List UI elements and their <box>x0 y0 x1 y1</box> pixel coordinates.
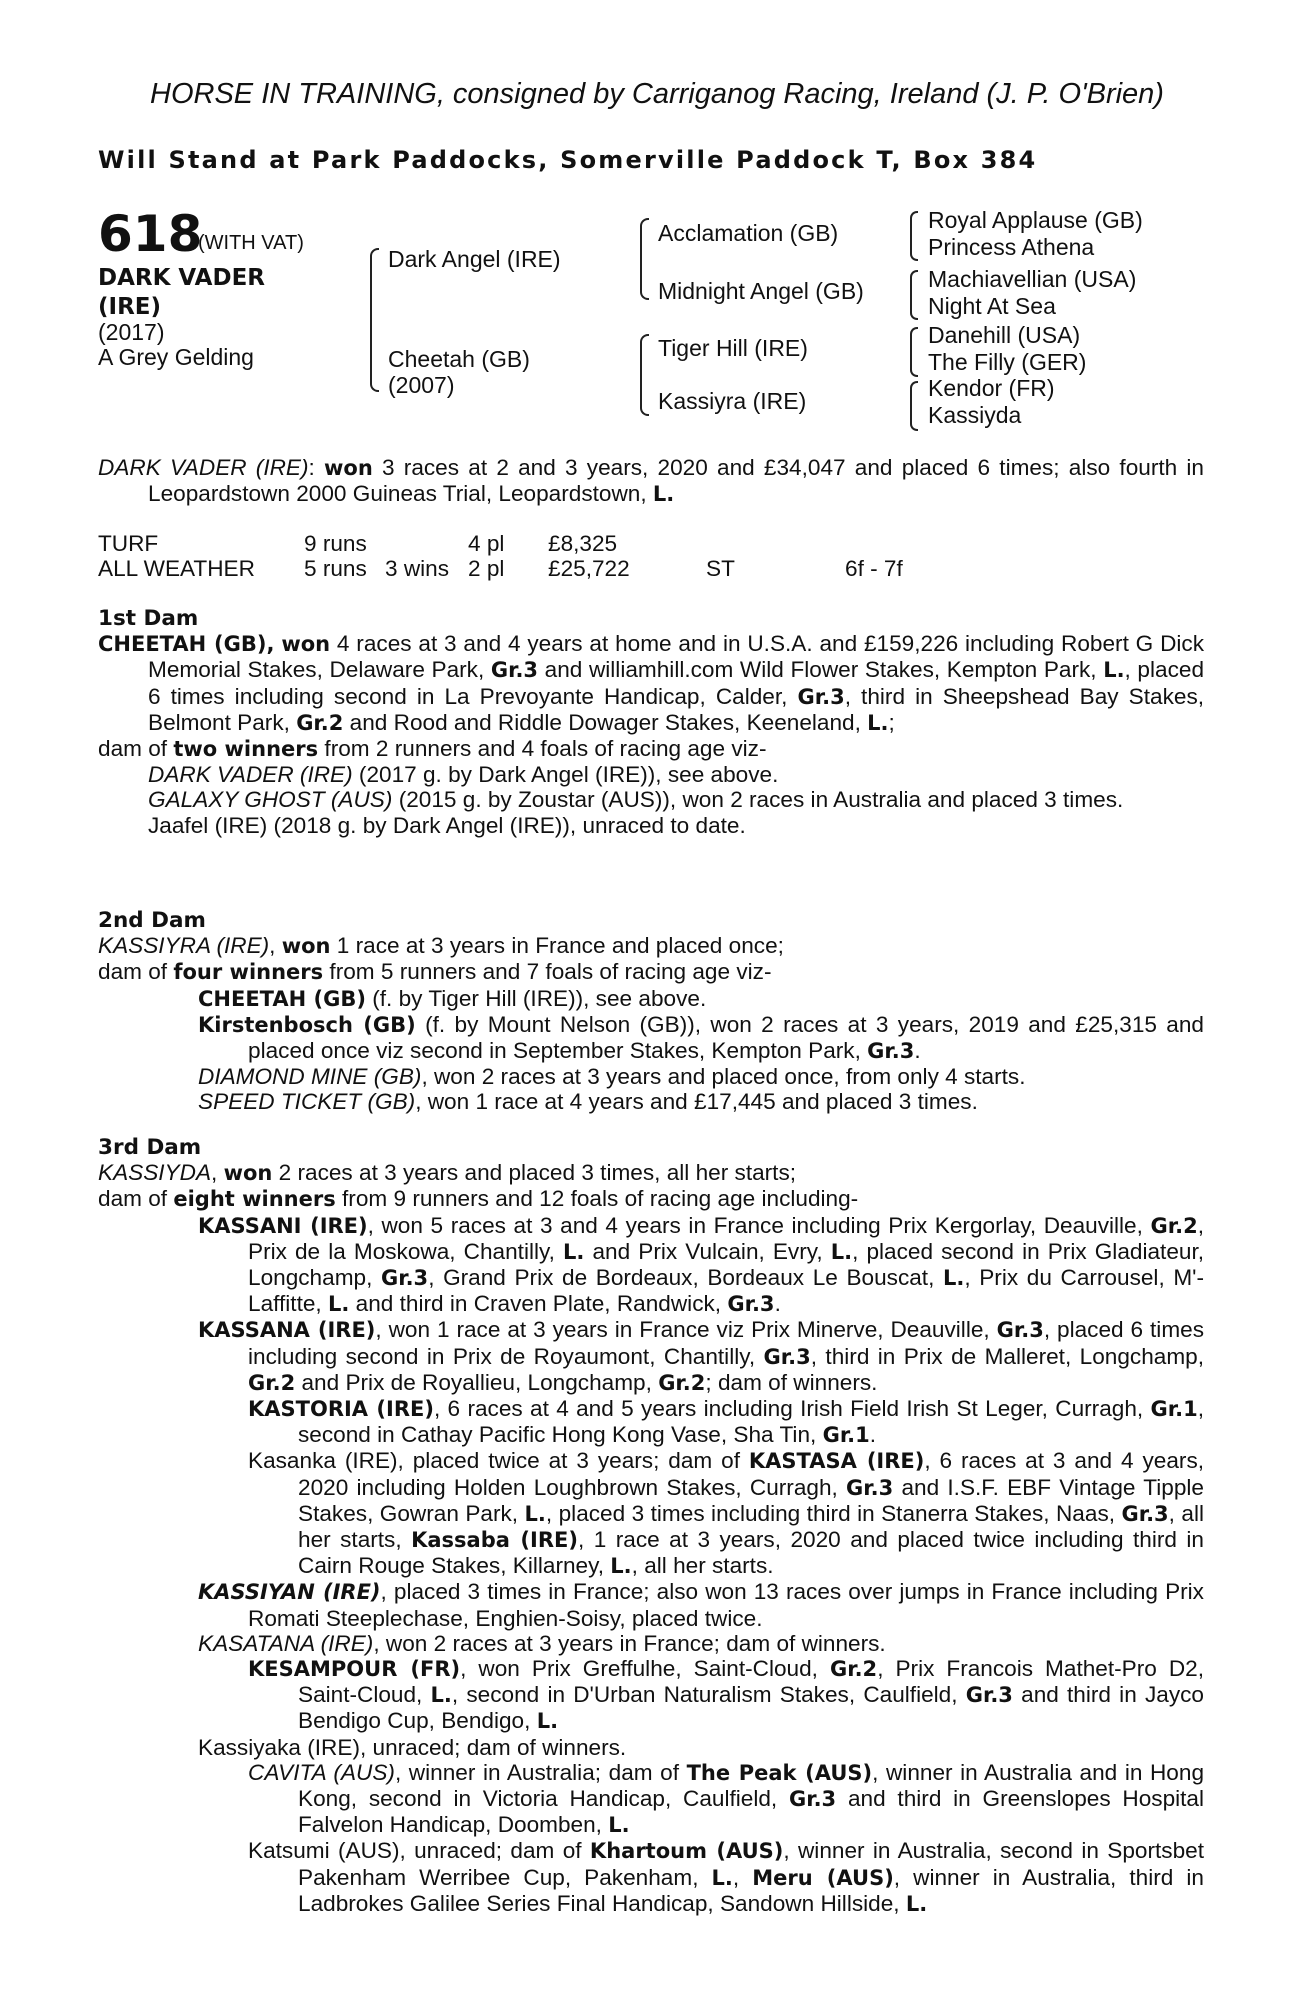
aw-wins: 3 wins <box>385 556 450 581</box>
sire-dam: Midnight Angel (GB) <box>658 278 864 304</box>
progeny-kassana: KASSANA (IRE), won 1 race at 3 years in France viz Prix Minerve, Deauville, Gr.3, placed 6 times including second in Prix de Royaumont, Chantilly, Gr.3, third in Prix de Malleret, Longchamp, Gr.2 and Prix de Royallieu, Longchamp, Gr.2; dam of winners. <box>198 1317 1205 1395</box>
progeny-kasatana: KASATANA (IRE), won 2 races at 3 years in France; dam of winners. <box>198 1630 886 1656</box>
aw-surface: ST <box>706 556 735 581</box>
second-dam-heading: 2nd Dam <box>98 908 206 933</box>
pedigree-brace-g1 <box>910 211 918 261</box>
progeny-kasanka: Kasanka (IRE), placed twice at 3 years; dam of KASTASA (IRE), 6 races at 3 and 4 years, 2020 including Holden Loughbrown Stakes, Curragh, Gr.3 and I.S.F. EBF Vintage Tipple Stakes, Gowran Park, L., placed 3 times including third in Stanerra Stakes, Naas, Gr.3, all her starts, Kassaba (IRE), 1 race at 3 years, 2020 and placed twice including third in Cairn Rouge Stakes, Killarney, L., all her starts. <box>248 1448 1205 1579</box>
second-dam-progeny-2: Kirstenbosch (GB) (f. by Mount Nelson (GB)), won 2 races at 3 years, 2019 and £25,315 and placed once viz second in September Stakes, Kempton Park, Gr.3. <box>198 1011 1204 1064</box>
gen3-4: Night At Sea <box>928 293 1056 319</box>
progeny-kastoria: KASTORIA (IRE), 6 races at 4 and 5 years including Irish Field Irish St Leger, Curragh, Gr.1, second in Cathay Pacific Hong Kong Vase, Sha Tin, Gr.1. <box>248 1396 1205 1448</box>
dam-dam: Kassiyra (IRE) <box>658 388 807 414</box>
aw-earnings: £25,722 <box>548 556 630 581</box>
progeny-katsumi: Katsumi (AUS), unraced; dam of Khartoum (AUS), winner in Australia, second in Sportsbet Pakenham Werribee Cup, Pakenham, L., Meru (AUS), winner in Australia, third in Ladbrokes Galilee Series Final Handicap, Sandown Hillside, L. <box>248 1838 1205 1916</box>
first-dam-progeny-1: DARK VADER (IRE) (2017 g. by Dark Angel (IRE)), see above. <box>148 762 779 788</box>
first-dam-section <box>98 606 1204 838</box>
gen3-7: Kendor (FR) <box>928 375 1055 401</box>
third-dam-section <box>98 1135 1204 1917</box>
third-dam-dam-of: dam of eight winners from 9 runners and 12 foals of racing age including- <box>98 1186 859 1212</box>
turf-runs: 9 runs <box>304 531 367 556</box>
first-dam-progeny-3: Jaafel (IRE) (2018 g. by Dark Angel (IRE)), unraced to date. <box>148 812 746 838</box>
second-dam-progeny-1: CHEETAH (GB) (f. by Tiger Hill (IRE)), see above. <box>198 985 707 1011</box>
dam-year: (2007) <box>388 372 455 398</box>
pedigree-brace-g4 <box>910 381 918 431</box>
lot-number: 618 <box>98 205 203 263</box>
third-dam-heading: 3rd Dam <box>98 1135 202 1160</box>
turf-label: TURF <box>98 531 159 556</box>
aw-placed: 2 pl <box>468 556 505 581</box>
progeny-kassiyaka: Kassiyaka (IRE), unraced; dam of winners. <box>198 1734 627 1760</box>
pedigree-brace-g3 <box>910 327 918 377</box>
second-dam-progeny-4: SPEED TICKET (GB), won 1 race at 4 years and £17,445 and placed 3 times. <box>198 1089 978 1115</box>
vat-note: (WITH VAT) <box>198 232 304 254</box>
progeny-kassani: KASSANI (IRE), won 5 races at 3 and 4 years in France including Prix Kergorlay, Deauville, Gr.2, Prix de la Moskowa, Chantilly, L. and Prix Vulcain, Evry, L., placed second in Prix Gladiateur, Longchamp, Gr.3, Grand Prix de Bordeaux, Bordeaux Le Bouscat, L., Prix du Carrousel, M'-Laffitte, L. and third in Craven Plate, Randwick, Gr.3. <box>198 1212 1205 1317</box>
pedigree-brace-dam <box>640 334 649 416</box>
horse-name <box>98 264 265 322</box>
race-summary <box>98 455 1204 507</box>
first-dam-heading: 1st Dam <box>98 606 199 631</box>
stand-location: Will Stand at Park Paddocks, Somerville Paddock T, Box 384 <box>98 146 1038 174</box>
first-dam-record: CHEETAH (GB), won 4 races at 3 and 4 years at home and in U.S.A. and £159,226 including Robert G Dick Memorial Stakes, Delaware Park, Gr.3 and williamhill.com Wild Flower Stakes, Kempton Park, L., placed 6 times including second in La Prevoyante Handicap, Calder, Gr.3, third in Sheepshead Bay Stakes, Belmont Park, Gr.2 and Rood and Riddle Dowager Stakes, Keeneland, L.; <box>98 631 1205 735</box>
first-dam-dam-of: dam of two winners from 2 runners and 4 foals of racing age viz- <box>98 736 767 762</box>
gen3-1: Royal Applause (GB) <box>928 207 1143 233</box>
summary-colon: : <box>308 455 315 480</box>
sire: Dark Angel (IRE) <box>388 246 561 272</box>
turf-earnings: £8,325 <box>548 531 618 556</box>
aw-runs: 5 runs <box>304 556 367 581</box>
aw-label: ALL WEATHER <box>98 556 255 581</box>
horse-year: (2017) <box>98 319 165 345</box>
progeny-kesampour: KESAMPOUR (FR), won Prix Greffulhe, Saint-Cloud, Gr.2, Prix Francois Mathet-Pro D2, Saint-Cloud, L., second in D'Urban Naturalism Stakes, Caulfield, Gr.3 and third in Jayco Bendigo Cup, Bendigo, L. <box>248 1656 1204 1734</box>
summary-horse-name: DARK VADER (IRE) <box>98 455 309 480</box>
page-title: HORSE IN TRAINING, consigned by Carriganog Racing, Ireland (J. P. O'Brien) <box>150 78 1164 110</box>
second-dam-dam-of: dam of four winners from 5 runners and 7 foals of racing age viz- <box>98 959 772 985</box>
second-dam-record: KASSIYRA (IRE), won 1 race at 3 years in France and placed once; <box>98 933 784 959</box>
sire-sire: Acclamation (GB) <box>658 220 839 246</box>
progeny-cavita: CAVITA (AUS), winner in Australia; dam of The Peak (AUS), winner in Australia and in Hong Kong, second in Victoria Handicap, Caulfield, Gr.3 and third in Greenslopes Hospital Falvelon Handicap, Doomben, L. <box>248 1759 1205 1838</box>
pedigree-brace-parents <box>370 248 379 392</box>
turf-placed: 4 pl <box>468 531 505 556</box>
horse-info <box>98 320 254 370</box>
dam: Cheetah (GB) <box>388 346 530 372</box>
gen3-3: Machiavellian (USA) <box>928 266 1137 292</box>
third-dam-record: KASSIYDA, won 2 races at 3 years and placed 3 times, all her starts; <box>98 1160 797 1186</box>
first-dam-progeny-2: GALAXY GHOST (AUS) (2015 g. by Zoustar (AUS)), won 2 races in Australia and placed 3 times. <box>148 787 1124 813</box>
second-dam-section <box>98 908 1204 1115</box>
horse-name-line1: DARK VADER <box>98 265 265 291</box>
gen3-5: Danehill (USA) <box>928 322 1081 348</box>
dam-sire: Tiger Hill (IRE) <box>658 335 808 361</box>
summary-won: won <box>324 456 373 480</box>
aw-distance: 6f - 7f <box>845 556 903 581</box>
gen3-8: Kassiyda <box>928 402 1022 428</box>
progeny-kassiyan: KASSIYAN (IRE), placed 3 times in France; also won 13 races over jumps in France including Prix Romati Steeplechase, Enghien-Soisy, placed twice. <box>198 1579 1204 1631</box>
gen3-2: Princess Athena <box>928 234 1095 260</box>
horse-name-line2: (IRE) <box>98 294 162 320</box>
pedigree-brace-g2 <box>910 270 918 320</box>
horse-description: A Grey Gelding <box>98 344 254 370</box>
summary-listed: L. <box>652 482 675 507</box>
pedigree-brace-sire <box>640 218 649 300</box>
gen3-6: The Filly (GER) <box>928 349 1087 375</box>
summary-text: 3 races at 2 and 3 years, 2020 and £34,047 and placed 6 times; also fourth in Leopardstown 2000 Guineas Trial, Leopardstown, <box>148 455 1204 507</box>
second-dam-progeny-3: DIAMOND MINE (GB), won 2 races at 3 years and placed once, from only 4 starts. <box>198 1064 1026 1090</box>
